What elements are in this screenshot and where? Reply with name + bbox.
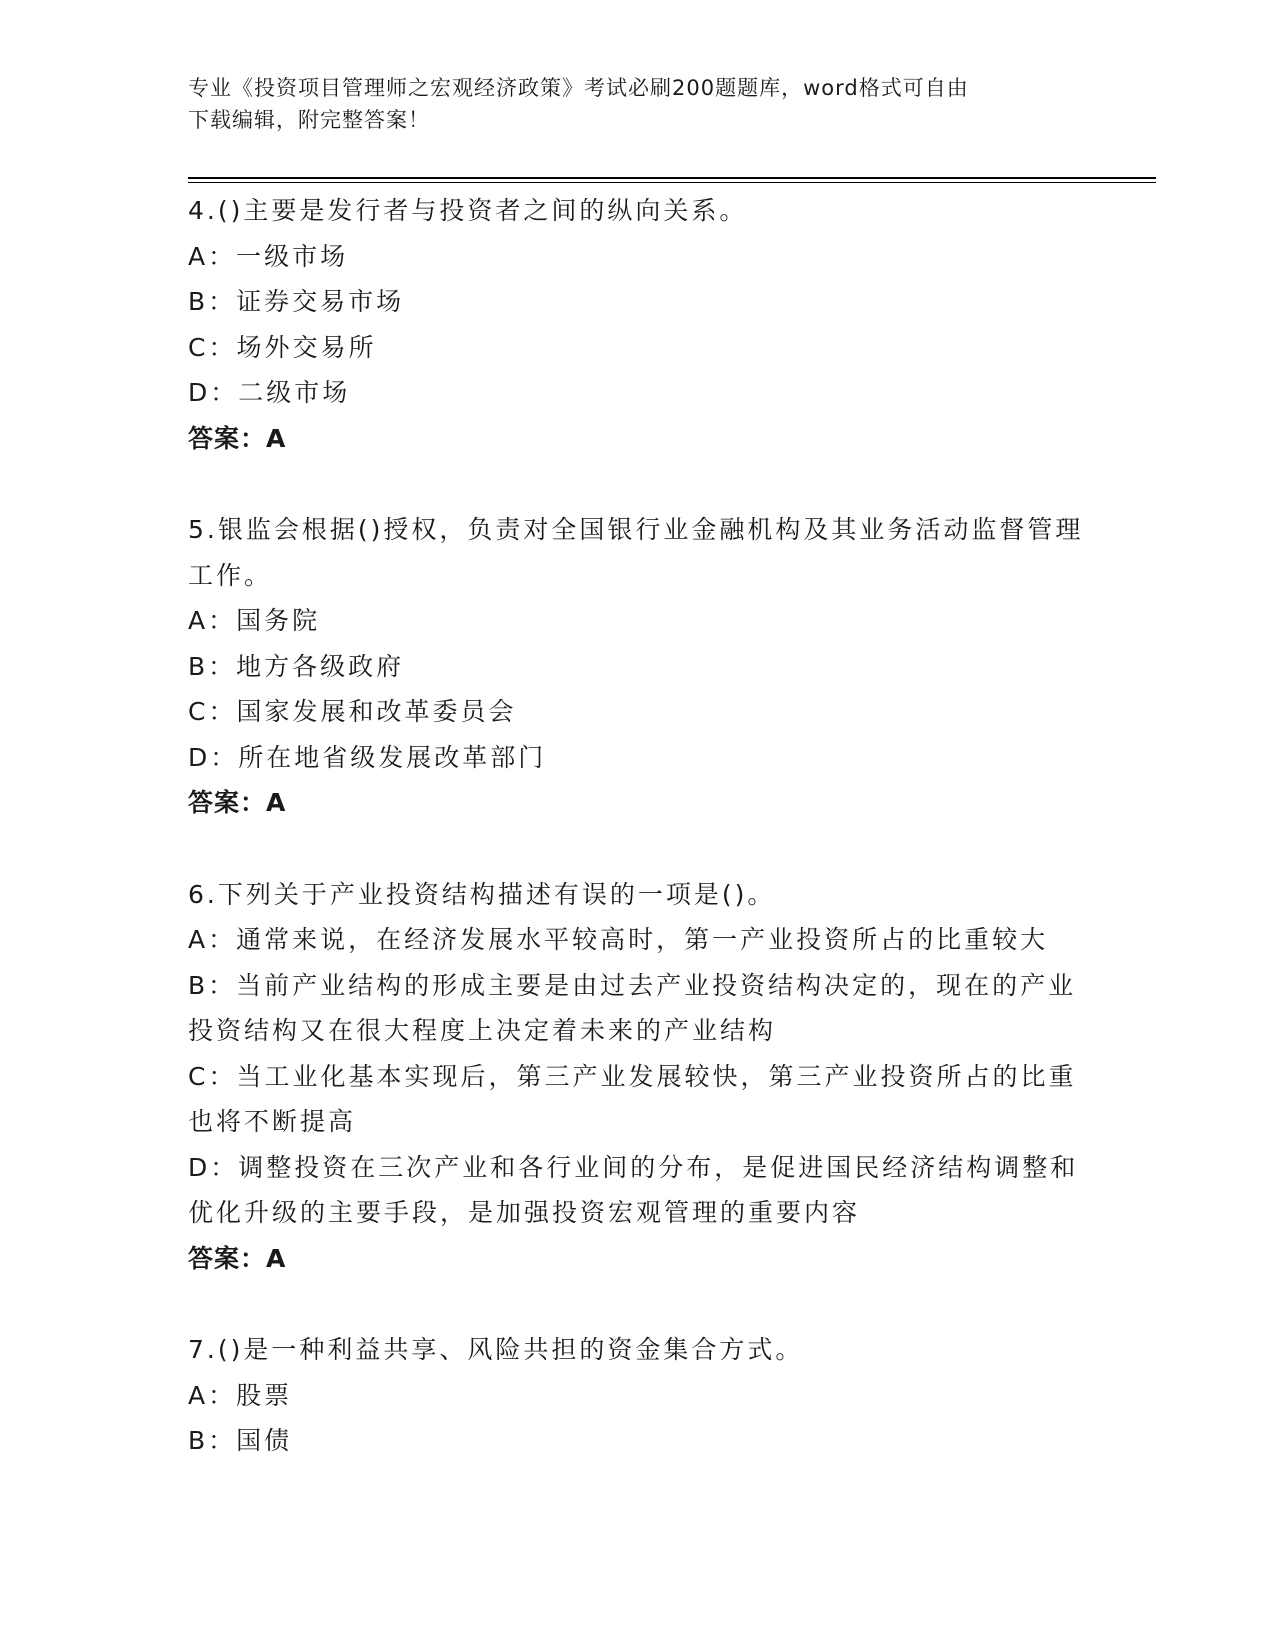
- answer-label: 答案：A: [188, 1243, 287, 1273]
- question-list: [188, 188, 1088, 1510]
- question-stem: 5.银监会根据()授权，负责对全国银行业金融机构及其业务活动监督管理工作。: [188, 515, 1084, 590]
- option-a: A：一级市场: [188, 241, 349, 271]
- option-c: C：场外交易所: [188, 332, 377, 362]
- header-line-2: 下载编辑，附完整答案！: [188, 108, 430, 132]
- option-b: B：证券交易市场: [188, 287, 405, 316]
- option-b: B：当前产业结构的形成主要是由过去产业投资结构决定的，现在的产业投资结构又在很大程度上决定着未来的产业结构: [188, 970, 1077, 1045]
- question-6: [188, 872, 1088, 1282]
- header-divider-thick: [188, 177, 1156, 179]
- question-5: [188, 507, 1088, 826]
- option-a: A：国务院: [188, 606, 321, 635]
- option-b: B：地方各级政府: [188, 651, 405, 681]
- answer-label: 答案：A: [188, 423, 287, 453]
- question-4: [188, 188, 1088, 461]
- question-stem: 7.()是一种利益共享、风险共担的资金集合方式。: [188, 1335, 804, 1364]
- option-c: C：国家发展和改革委员会: [188, 697, 517, 726]
- header-divider-thin: [188, 182, 1156, 183]
- option-a: A：通常来说，在经济发展水平较高时，第一产业投资所占的比重较大: [188, 925, 1049, 954]
- question-stem: 4.()主要是发行者与投资者之间的纵向关系。: [188, 196, 748, 225]
- option-a: A：股票: [188, 1380, 293, 1410]
- answer-label: 答案：A: [188, 788, 287, 817]
- option-d: D：调整投资在三次产业和各行业间的分布，是促进国民经济结构调整和优化升级的主要手段，是加强投资宏观管理的重要内容: [188, 1152, 1079, 1227]
- document-header: [188, 72, 1068, 136]
- question-stem: 6.下列关于产业投资结构描述有误的一项是()。: [188, 879, 776, 909]
- header-line-1: 专业《投资项目管理师之宏观经济政策》考试必刷200题题库，word格式可自由: [188, 76, 969, 100]
- question-7: [188, 1327, 1088, 1464]
- option-d: D：二级市场: [188, 378, 351, 407]
- option-b: B：国债: [188, 1426, 293, 1455]
- option-c: C：当工业化基本实现后，第三产业发展较快，第三产业投资所占的比重也将不断提高: [188, 1061, 1077, 1136]
- option-d: D：所在地省级发展改革部门: [188, 742, 547, 772]
